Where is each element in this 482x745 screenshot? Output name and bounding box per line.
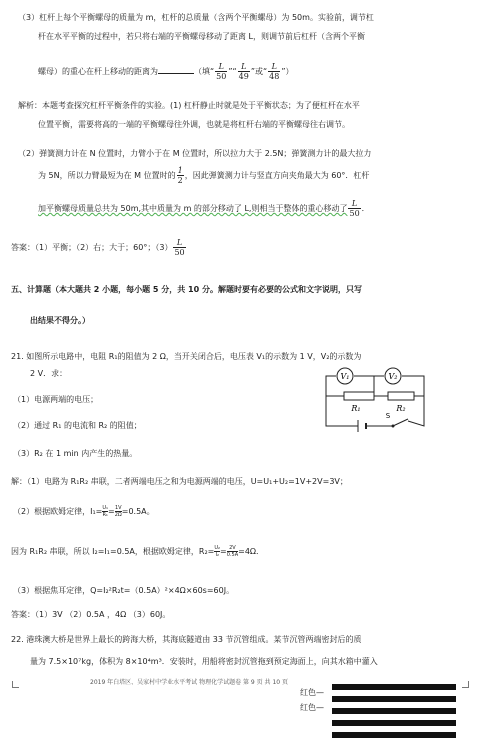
page-footer: 2019 年白塔区、吴家村中学业水平考试 物理化学试题卷 第 9 页 共 10 页 [90, 679, 288, 686]
q21-sub-2: （2）通过 R₁ 的电流和 R₂ 的阻值； [13, 421, 142, 430]
stripe-4 [332, 720, 456, 726]
fraction-l-49: $\frac{L}{49}$ [238, 62, 249, 81]
answer-line: 答案：（1）平衡；（2）右；大于；60°；（3） $\frac{L}{50}$ [11, 238, 185, 257]
answer-blank [158, 65, 194, 74]
q3-line-2: 杆在水平平衡的过程中，若只将右端的平衡螺母移动了距离 L，则调节前后杠杆（含两个平衡 [38, 32, 365, 41]
q22-line-2: 量为 7.5×10⁷kg，体积为 8×10⁴m³．安装时，用船将密封沉管拖到预定海面上，向其水箱中灌入 [30, 657, 378, 666]
fraction-2v-05a: $\frac{2V}{0.5A}$ [226, 545, 239, 558]
legend-red-2: 红色— [300, 703, 324, 712]
section-five-line-2: 出结果不得分。） [30, 316, 90, 325]
resistor-r2 [388, 392, 414, 400]
q3-line-3: 螺母）的重心在杆上移动的距离为 （填“ $\frac{L}{50}$ ”“ $\frac{L}{49}$ ”或“ $\frac{L}{48}$ ”） [38, 62, 294, 81]
stripe-3 [332, 708, 456, 714]
stripe-2 [332, 696, 456, 702]
analysis-line-5: 加平衡螺母质量总共为 50m,其中质量为 m 的部分移动了 L,则相当于整体的重心移动了 $\frac{L}{50}$ ． [38, 199, 370, 218]
fraction-l-50-c: $\frac{L}{50}$ [174, 238, 185, 257]
section-five-heading: 五、计算题（本大题共 2 小题，每小题 5 分，共 10 分。解题时要有必要的公式和文字说明，只写 [11, 285, 362, 294]
striped-pattern [332, 684, 456, 742]
legend-red-1: 红色— [300, 688, 324, 697]
corner-mark-left [12, 681, 19, 688]
analysis-line-3: （2）弹簧测力计在 N 位置时，力臂小于在 M 位置时，所以拉力大于 2.5N；弹簧测力计的最大拉力 [18, 149, 372, 158]
solution-line-4: （3）根据焦耳定律，Q=I₂²R₂t=（0.5A）²×4Ω×60s=60J。 [13, 586, 235, 595]
q21-line-2: 2 V．求： [30, 369, 68, 378]
solution-line-3: 因为 R₁R₂ 串联，所以 I₂=I₁=0.5A，根据欧姆定律，R₂= $\frac{\text{U₂}}{\text{I₂}}$ = $\frac{2V}{0.5A}$ =4Ω． [11, 545, 265, 558]
q3-line-1: （3）杠杆上每个平衡螺母的质量为 m，杠杆的总质量（含两个平衡螺母）为 50m。实验前，调节杠 [18, 13, 374, 22]
resistor-r2-label: R₂ [396, 404, 406, 413]
switch-label: S [385, 412, 391, 420]
analysis-line-2: 位置平衡，需要将高的一端的平衡螺母往外调，也就是将杠杆右端的平衡螺母往右调节。 [38, 120, 350, 129]
fraction-u1-r1: $\frac{\text{U₁}}{\text{R₁}}$ [102, 505, 109, 518]
corner-mark-right [462, 681, 469, 688]
solution-line-2: （2）根据欧姆定律，I₁= $\frac{\text{U₁}}{\text{R₁}}$ = $\frac{1V}{2\Omega}$ =0.5A。 [13, 505, 155, 518]
fraction-u2-i2: $\frac{\text{U₂}}{\text{I₂}}$ [214, 545, 221, 558]
q21-sub-3: （3）R₂ 在 1 min 内产生的热量。 [13, 449, 138, 458]
fraction-l-48: $\frac{L}{48}$ [269, 62, 280, 81]
fraction-l-50: $\frac{L}{50}$ [216, 62, 227, 81]
stripe-5 [332, 732, 456, 738]
q21-sub-1: （1）电源两端的电压； [13, 395, 99, 404]
fraction-half: $\frac{1}{2}$ [177, 166, 183, 185]
voltmeter-v2-label: V₂ [388, 372, 398, 381]
q22-line-1: 22. 港珠澳大桥是世界上最长的跨海大桥，其海底隧道由 33 节沉管组成。某节沉管两端密封后的质 [11, 635, 362, 644]
stripe-1 [332, 684, 456, 690]
analysis-line-1: 解析：本题考查探究杠杆平衡条件的实验。(1) 杠杆静止时就是处于平衡状态；为了便杠杆在水平 [18, 101, 360, 110]
circuit-diagram [318, 364, 430, 432]
analysis-line-4: 为 5N，所以力臂最短为在 M 位置时的 $\frac{1}{2}$ ，因此弹簧测力计与竖直方向夹角最大为 60°．杠杆 [38, 166, 370, 185]
switch-lever [393, 419, 408, 426]
resistor-r1 [344, 392, 374, 400]
resistor-r1-label: R₁ [351, 404, 361, 413]
solution-answer: 答案：（1）3V （2）0.5A ，4Ω （3）60J。 [11, 610, 171, 619]
voltmeter-v1-label: V₁ [340, 372, 350, 381]
fraction-l-50-b: $\frac{L}{50}$ [349, 199, 360, 218]
solution-line-1: 解：（1）电路为 R₁R₂ 串联，二者两端电压之和为电源两端的电压，U=U₁+U₂=1V+2V=3V； [11, 477, 348, 486]
fraction-1v-2ohm: $\frac{1V}{2\Omega}$ [114, 505, 122, 518]
q21-line-1: 21. 如图所示电路中，电阻 R₁的阻值为 2 Ω，当开关闭合后，电压表 V₁的示数为 1 V，V₂的示数为 [11, 352, 362, 361]
